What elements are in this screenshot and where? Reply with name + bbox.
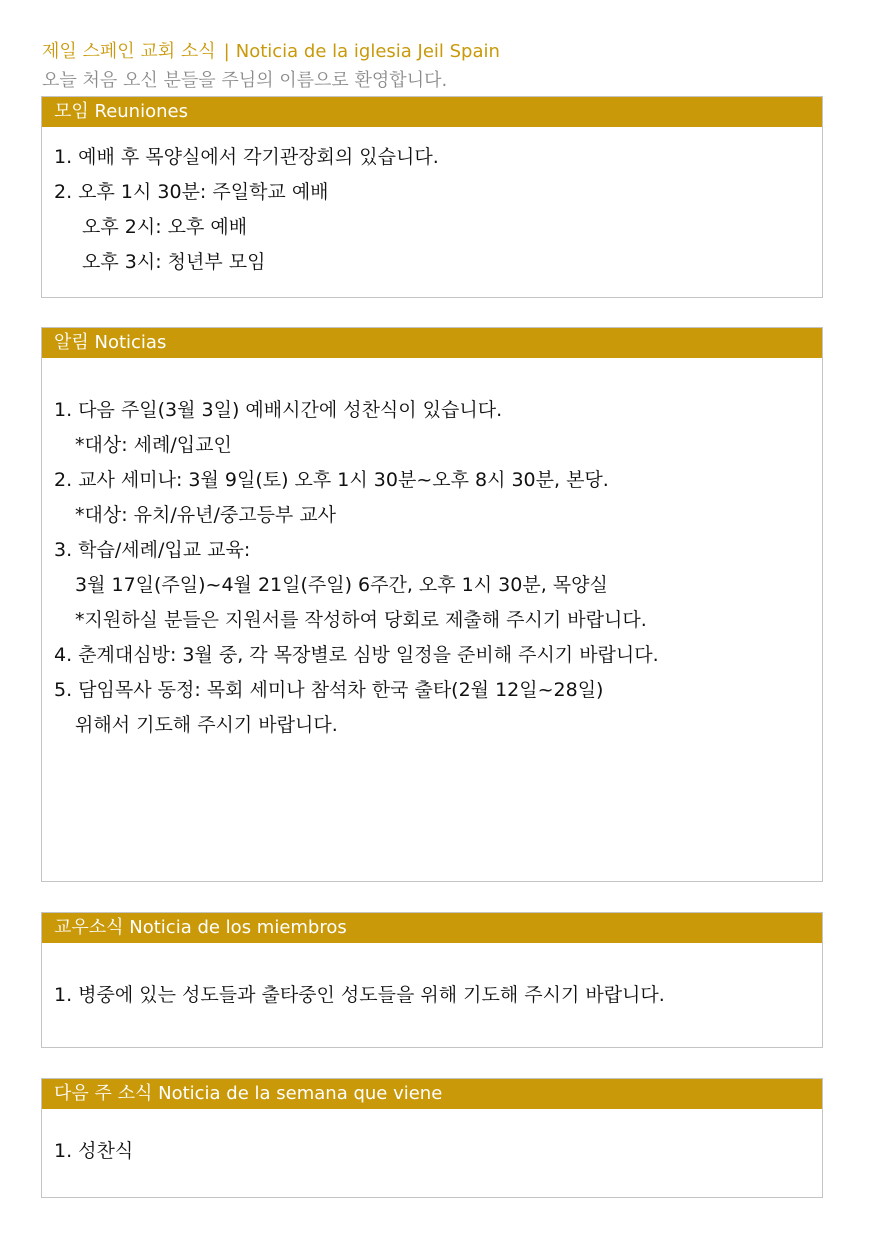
title-spanish: Noticia de la iglesia Jeil Spain — [235, 41, 500, 62]
section-noticias — [41, 327, 823, 882]
welcome-subtitle: 오늘 처음 오신 분들을 주님의 이름으로 환영합니다. — [42, 70, 448, 91]
title-korean: 제일 스페인 교회 소식 — [42, 41, 216, 62]
list-item: 2. 교사 세미나: 3월 9일(토) 오후 1시 30분~오후 8시 30분, 본당. — [54, 469, 609, 491]
list-item: 1. 다음 주일(3월 3일) 예배시간에 성찬식이 있습니다. — [54, 399, 503, 421]
section-reuniones — [41, 96, 823, 298]
list-item: 4. 춘계대심방: 3월 중, 각 목장별로 심방 일정을 준비해 주시기 바랍니다. — [54, 644, 659, 666]
list-item: 2. 오후 1시 30분: 주일학교 예배 — [54, 181, 329, 203]
list-item: 5. 담임목사 동정: 목회 세미나 참석차 한국 출타(2월 12일~28일) — [54, 679, 604, 701]
list-item: 1. 성찬식 — [54, 1140, 134, 1162]
title-separator: | — [223, 41, 230, 62]
section-miembros — [41, 912, 823, 1048]
section-header: 교우소식 Noticia de los miembros — [42, 913, 822, 943]
section-header: 다음 주 소식 Noticia de la semana que viene — [42, 1079, 822, 1109]
list-item: 3. 학습/세례/입교 교육: — [54, 539, 251, 561]
list-item: *대상: 유치/유년/중고등부 교사 — [75, 504, 337, 526]
list-item: *지원하실 분들은 지원서를 작성하여 당회로 제출해 주시기 바랍니다. — [75, 609, 647, 631]
list-item: 1. 병중에 있는 성도들과 출타중인 성도들을 위해 기도해 주시기 바랍니다. — [54, 984, 665, 1006]
list-item: 오후 3시: 청년부 모임 — [82, 251, 266, 273]
list-item: 1. 예배 후 목양실에서 각기관장회의 있습니다. — [54, 146, 439, 168]
list-item: *대상: 세례/입교인 — [75, 434, 232, 456]
list-item: 3월 17일(주일)~4월 21일(주일) 6주간, 오후 1시 30분, 목양실 — [75, 574, 608, 596]
section-semana-que-viene — [41, 1078, 823, 1198]
list-item: 위해서 기도해 주시기 바랍니다. — [75, 714, 338, 736]
section-header: 모임 Reuniones — [42, 97, 822, 127]
list-item: 오후 2시: 오후 예배 — [82, 216, 248, 238]
page-title — [42, 37, 500, 63]
section-header: 알림 Noticias — [42, 328, 822, 358]
